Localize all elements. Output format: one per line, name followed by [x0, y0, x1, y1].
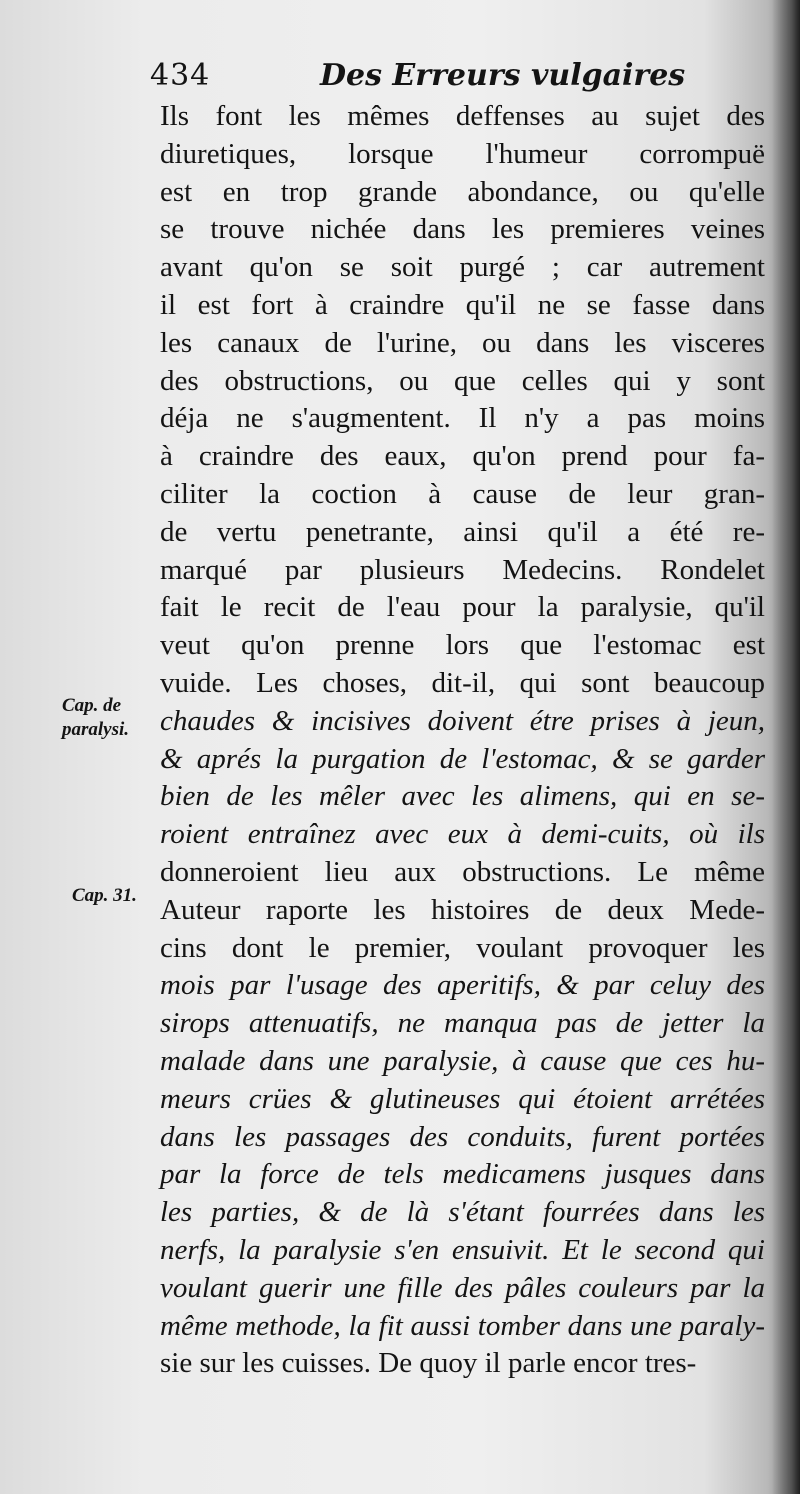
text-line: voulant guerir une fille des pâles couleurs par la: [160, 1271, 765, 1304]
text-line: sirops attenuatifs, ne manqua pas de jetter la: [160, 1007, 765, 1040]
page-header: [150, 58, 710, 98]
text-line: marqué par plusieurs Medecins. Rondelet: [160, 553, 765, 586]
text-line: bien de les mêler avec les alimens, qui en se-: [160, 780, 765, 813]
text-line: à craindre des eaux, qu'on prend pour fa-: [160, 440, 765, 473]
text-line: les canaux de l'urine, ou dans les visceres: [160, 326, 765, 359]
text-line: veut qu'on prenne lors que l'estomac est: [160, 629, 765, 662]
text-line: déja ne s'augmentent. Il n'y a pas moins: [160, 402, 765, 435]
spine-shadow: [772, 0, 800, 1494]
text-line: donneroient lieu aux obstructions. Le même: [160, 855, 765, 888]
text-line: meurs crües & glutineuses qui étoient arrétées: [160, 1082, 765, 1115]
text-line: même methode, la fit aussi tomber dans une paraly-: [160, 1309, 765, 1342]
text-line: roient entraînez avec eux à demi-cuits, où ils: [160, 818, 765, 851]
text-line: nerfs, la paralysie s'en ensuivit. Et le second qui: [160, 1233, 765, 1266]
text-line: se trouve nichée dans les premieres veines: [160, 213, 765, 246]
text-line: & aprés la purgation de l'estomac, & se garder: [160, 742, 765, 775]
body-text: [160, 98, 765, 1383]
text-line: vuide. Les choses, dit-il, qui sont beaucoup: [160, 666, 765, 699]
text-line: mois par l'usage des aperitifs, & par celuy des: [160, 969, 765, 1002]
text-line: dans les passages des conduits, furent portées: [160, 1120, 765, 1153]
text-line: malade dans une paralysie, à cause que ces hu-: [160, 1044, 765, 1077]
text-line: ciliter la coction à cause de leur gran-: [160, 477, 765, 510]
text-line: les parties, & de là s'étant fourrées dans les: [160, 1196, 765, 1229]
page-number: 434: [150, 58, 211, 93]
text-line: Auteur raporte les histoires de deux Mede-: [160, 893, 765, 926]
margin-note-cap-31: Cap. 31.: [72, 885, 137, 906]
running-head: Des Erreurs vulgaires: [320, 58, 686, 93]
text-line: diuretiques, lorsque l'humeur corrompuë: [160, 137, 765, 170]
text-line: il est fort à craindre qu'il ne se fasse dans: [160, 288, 765, 321]
text-line: fait le recit de l'eau pour la paralysie, qu'il: [160, 591, 765, 624]
text-line: des obstructions, ou que celles qui y sont: [160, 364, 765, 397]
text-line: cins dont le premier, voulant provoquer les: [160, 931, 765, 964]
margin-note-cap-de-paralysi: Cap. de paralysi.: [62, 695, 130, 740]
text-line: de vertu penetrante, ainsi qu'il a été re-: [160, 515, 765, 548]
text-line: Ils font les mêmes deffenses au sujet des: [160, 100, 765, 132]
text-line: avant qu'on se soit purgé ; car autrement: [160, 251, 765, 284]
text-line: est en trop grande abondance, ou qu'elle: [160, 175, 765, 208]
text-line: sie sur les cuisses. De quoy il parle encor tres-: [160, 1347, 697, 1380]
text-line: chaudes & incisives doivent étre prises à jeun,: [160, 704, 765, 737]
text-line: par la force de tels medicamens jusques dans: [160, 1158, 765, 1191]
